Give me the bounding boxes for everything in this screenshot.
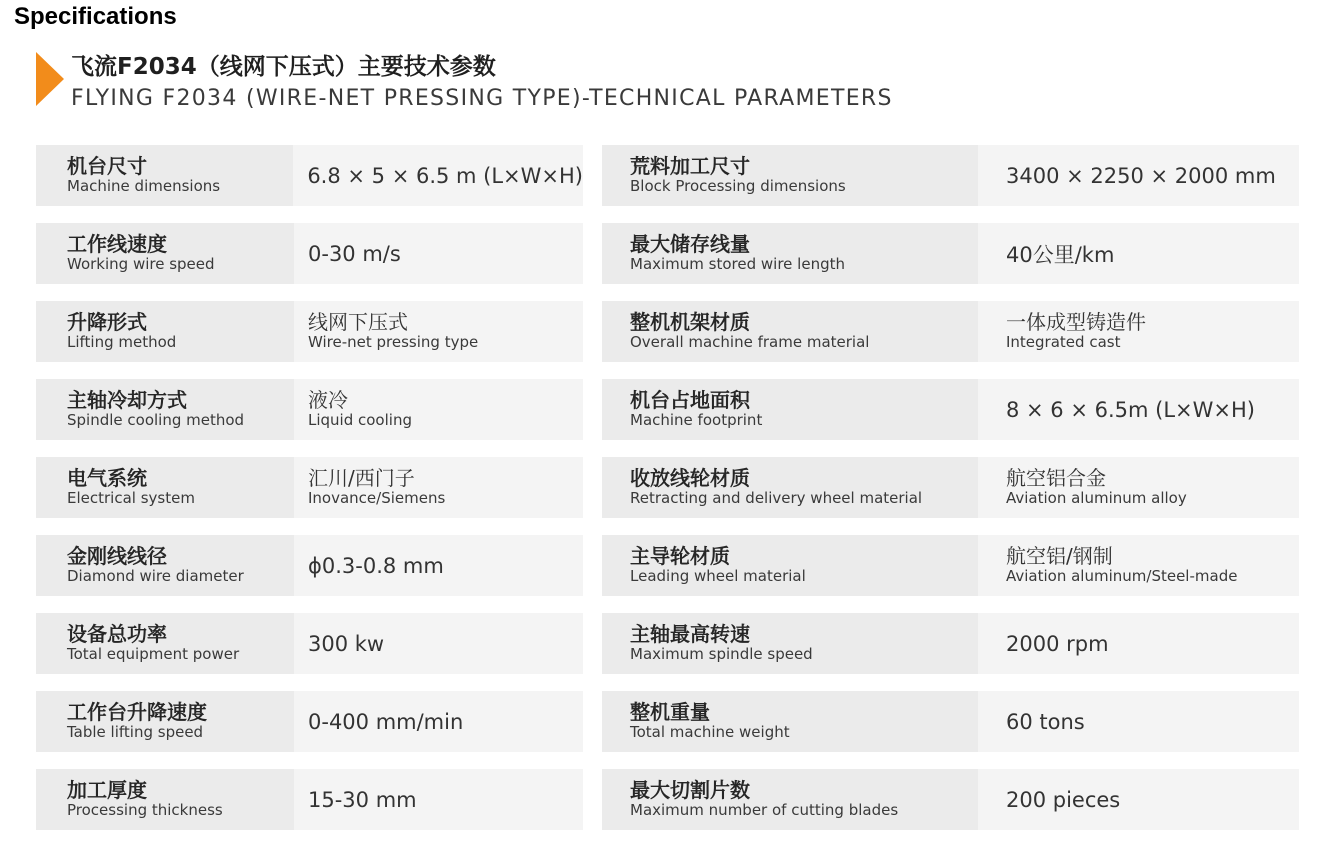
spec-value: [294, 691, 583, 752]
spec-value-text: 0-30 m/s: [308, 241, 401, 266]
spec-value-cn: 一体成型铸造件: [1006, 310, 1146, 334]
spec-label-cn: 升降形式: [67, 310, 147, 334]
spec-label-cn: 最大切割片数: [630, 778, 750, 802]
spec-value: [294, 535, 583, 596]
spec-label-en: Maximum number of cutting blades: [630, 801, 899, 819]
spec-label-en: Overall machine frame material: [630, 333, 870, 351]
spec-label: [602, 691, 978, 752]
spec-label-cn: 工作台升降速度: [67, 700, 207, 724]
spec-value-cn: 液冷: [308, 388, 348, 412]
spec-label-en: Machine dimensions: [67, 177, 221, 195]
section-title-en: FLYING F2034 (WIRE-NET PRESSING TYPE)-TECHNICAL PARAMETERS: [71, 86, 893, 111]
spec-item: [602, 223, 1299, 284]
spec-value: [294, 301, 583, 362]
spec-label-en: Machine footprint: [630, 411, 763, 429]
spec-label: [36, 535, 294, 596]
spec-label-en: Total equipment power: [67, 645, 240, 663]
spec-item: [36, 691, 583, 752]
spec-value-en: Integrated cast: [1006, 333, 1121, 351]
spec-item: [36, 457, 583, 518]
spec-label: [602, 457, 978, 518]
spec-label: [602, 769, 978, 830]
spec-label-cn: 主轴冷却方式: [67, 388, 187, 412]
spec-label-cn: 加工厚度: [67, 778, 147, 802]
spec-label-en: Total machine weight: [630, 723, 790, 741]
spec-value-en: Liquid cooling: [308, 411, 412, 429]
spec-item: [36, 769, 583, 830]
spec-item: [36, 145, 583, 206]
spec-label-en: Leading wheel material: [630, 567, 806, 585]
spec-value-text: 200 pieces: [1006, 787, 1121, 812]
spec-label-en: Spindle cooling method: [67, 411, 245, 429]
spec-value-text: 0-400 mm/min: [308, 709, 464, 734]
spec-label-en: Working wire speed: [67, 255, 215, 273]
spec-label-cn: 电气系统: [67, 466, 147, 490]
spec-label: [36, 379, 294, 440]
spec-label: [602, 613, 978, 674]
spec-value: [294, 223, 583, 284]
spec-value: [978, 145, 1299, 206]
spec-label: [36, 223, 294, 284]
spec-label: [36, 301, 294, 362]
spec-item: [602, 613, 1299, 674]
spec-item: [36, 379, 583, 440]
spec-label: [36, 145, 293, 206]
spec-item: [36, 223, 583, 284]
spec-label-cn: 收放线轮材质: [630, 466, 750, 490]
spec-value: [294, 613, 583, 674]
spec-label: [602, 145, 978, 206]
spec-item: [602, 301, 1299, 362]
spec-label: [36, 457, 294, 518]
spec-value-text: 6.8 × 5 × 6.5 m (L×W×H): [307, 163, 583, 188]
section-title-cn: 飞流F2034（线网下压式）主要技术参数: [71, 54, 496, 80]
spec-label-cn: 荒料加工尺寸: [630, 154, 750, 178]
spec-value: [978, 457, 1299, 518]
spec-table: [36, 145, 1299, 830]
spec-label-en: Diamond wire diameter: [67, 567, 244, 585]
spec-label-cn: 工作线速度: [67, 232, 167, 256]
spec-label-cn: 整机机架材质: [630, 310, 750, 334]
spec-item: [602, 145, 1299, 206]
spec-value: [978, 379, 1299, 440]
spec-label-en: Maximum stored wire length: [630, 255, 845, 273]
spec-label-en: Table lifting speed: [67, 723, 204, 741]
spec-value: [294, 457, 583, 518]
spec-label-cn: 主导轮材质: [630, 544, 730, 568]
spec-value-text: 3400 × 2250 × 2000 mm: [1006, 163, 1276, 188]
spec-label: [36, 691, 294, 752]
spec-label-en: Lifting method: [67, 333, 177, 351]
spec-item: [602, 691, 1299, 752]
spec-label-en: Block Processing dimensions: [630, 177, 846, 195]
spec-value-en: Wire-net pressing type: [308, 333, 479, 351]
spec-value: [978, 535, 1299, 596]
spec-item: [36, 535, 583, 596]
spec-label-cn: 金刚线线径: [67, 544, 167, 568]
spec-label-cn: 主轴最高转速: [630, 622, 750, 646]
spec-value: [978, 301, 1299, 362]
spec-value-text: ϕ0.3-0.8 mm: [308, 553, 444, 578]
spec-item: [602, 379, 1299, 440]
spec-value: [978, 769, 1299, 830]
spec-item: [36, 613, 583, 674]
spec-label: [602, 379, 978, 440]
spec-value: [293, 145, 583, 206]
orange-triangle-marker-icon: [36, 52, 64, 106]
spec-label-cn: 最大储存线量: [630, 232, 750, 256]
spec-item: [602, 457, 1299, 518]
page-heading: Specifications: [14, 3, 177, 30]
spec-value-cn: 航空铝合金: [1006, 466, 1106, 490]
spec-value: [978, 223, 1299, 284]
spec-value-en: Aviation aluminum alloy: [1006, 489, 1187, 507]
spec-label: [602, 535, 978, 596]
spec-label: [602, 301, 978, 362]
spec-value-en: Inovance/Siemens: [308, 489, 446, 507]
spec-value: [294, 769, 583, 830]
spec-value-text: 60 tons: [1006, 709, 1085, 734]
spec-label-cn: 机台尺寸: [67, 154, 147, 178]
spec-label-en: Retracting and delivery wheel material: [630, 489, 923, 507]
spec-value-text: 8 × 6 × 6.5m (L×W×H): [1006, 397, 1255, 422]
spec-value-en: Aviation aluminum/Steel-made: [1006, 567, 1238, 585]
spec-value-cn: 线网下压式: [308, 310, 408, 334]
spec-item: [602, 535, 1299, 596]
spec-value: [978, 691, 1299, 752]
spec-item: [602, 769, 1299, 830]
spec-value-text: 40公里/km: [1006, 242, 1115, 267]
spec-value-text: 300 kw: [308, 631, 385, 656]
spec-value-text: 2000 rpm: [1006, 631, 1109, 656]
spec-label-cn: 设备总功率: [67, 622, 167, 646]
spec-label-en: Processing thickness: [67, 801, 223, 819]
spec-label-en: Electrical system: [67, 489, 195, 507]
spec-value-cn: 汇川/西门子: [308, 466, 415, 490]
spec-value-cn: 航空铝/钢制: [1006, 544, 1113, 568]
spec-label: [36, 613, 294, 674]
spec-item: [36, 301, 583, 362]
spec-value: [978, 613, 1299, 674]
spec-label-en: Maximum spindle speed: [630, 645, 813, 663]
spec-value-text: 15-30 mm: [308, 787, 417, 812]
spec-label: [36, 769, 294, 830]
spec-label-cn: 整机重量: [630, 700, 710, 724]
spec-label-cn: 机台占地面积: [630, 388, 750, 412]
spec-label: [602, 223, 978, 284]
spec-value: [294, 379, 583, 440]
